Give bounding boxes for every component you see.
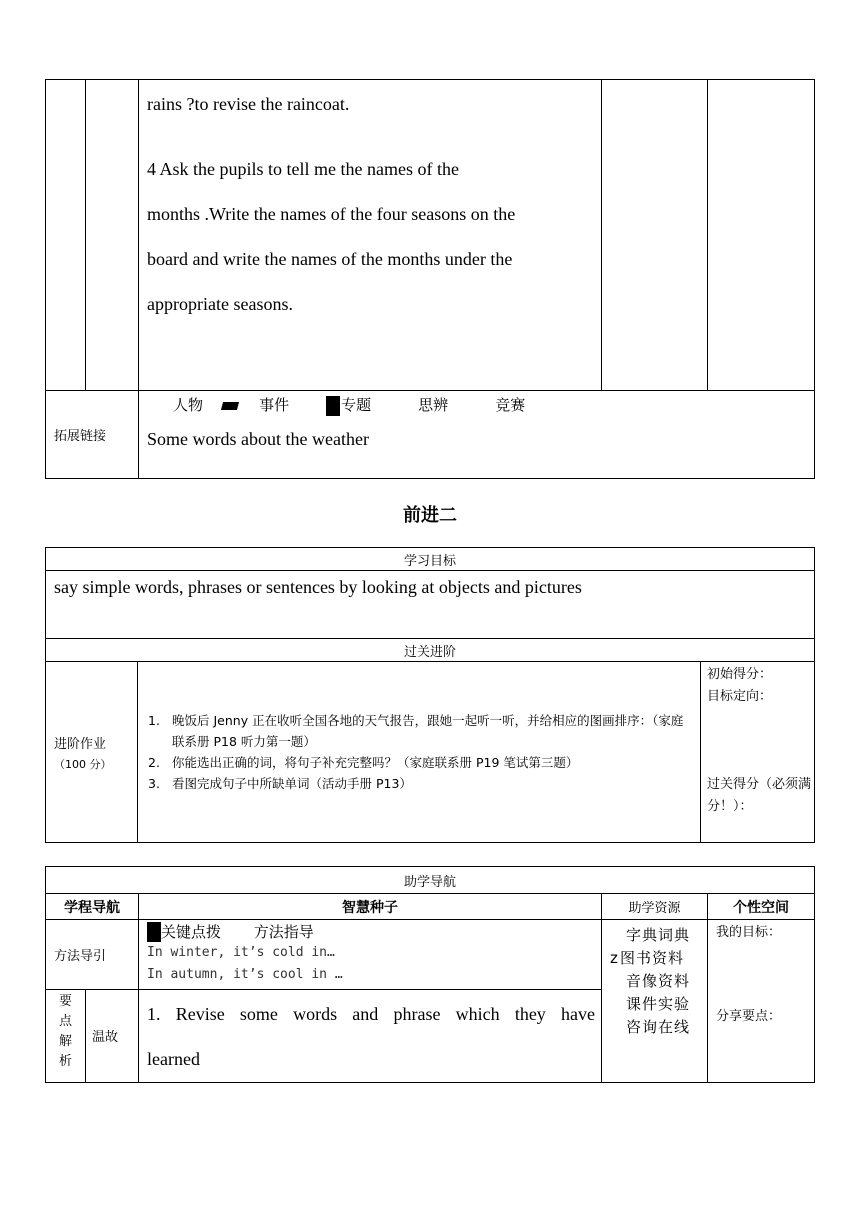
key-label-char: 要 xyxy=(58,994,72,1009)
section-title: 前进二 xyxy=(403,505,457,526)
extension-text: Some words about the weather xyxy=(147,429,369,449)
blank-cell xyxy=(46,80,86,391)
goals-header xyxy=(46,548,815,571)
personal-cell xyxy=(708,920,815,1083)
col-head-text: 学程导航 xyxy=(64,899,120,916)
activity-line: rains ?to revise the raincoat. xyxy=(147,94,350,114)
resource-item: 字典词典 xyxy=(626,926,691,944)
task-num: 1. xyxy=(148,713,160,728)
tag-people: 人物 xyxy=(173,396,204,414)
task-item xyxy=(148,773,694,794)
col-head-text: 个性空间 xyxy=(733,899,790,916)
extension-tags xyxy=(147,393,814,421)
task-text: 晚饭后 Jenny 正在收听全国各地的天气报告，跟她一起听一听，并给相应的图画排序：（家庭联系册 P18 听力第一题） xyxy=(172,713,684,749)
blank-cell xyxy=(86,80,139,391)
goal-cell xyxy=(46,571,815,639)
score-pass: 过关得分（必须满分！）： xyxy=(707,777,812,814)
progress-header-text: 过关进阶 xyxy=(403,644,456,660)
checkbox-icon xyxy=(147,922,161,942)
resource-item: 课件实验 xyxy=(626,995,691,1013)
tag-contest: 竞赛 xyxy=(495,396,526,414)
key-label-char: 解 xyxy=(58,1034,72,1049)
review-cell xyxy=(139,990,602,1083)
guide-header xyxy=(46,867,815,894)
guide-table xyxy=(45,866,815,1083)
col-head-resources xyxy=(602,894,708,920)
task-text: 你能选出正确的词，将句子补充完整吗？（家庭联系册 P19 笔试第三题） xyxy=(172,755,579,770)
goal-text: say simple words, phrases or sentences by looking at objects and pictures xyxy=(54,577,582,597)
activity-line: months .Write the names of the four seasons on the xyxy=(147,204,516,224)
key-label-char: 点 xyxy=(58,1014,72,1029)
col-head-text: 智慧种子 xyxy=(342,899,398,916)
extension-cell xyxy=(139,391,815,479)
resources-cell xyxy=(602,920,708,1083)
task-score: （100 分） xyxy=(54,757,112,771)
tag-topic: 专题 xyxy=(341,396,372,414)
activity-line: board and write the names of the months under the xyxy=(147,249,513,269)
method-label: 方法导引 xyxy=(54,948,107,964)
resource-prefix: z xyxy=(610,949,619,967)
key-label-cell xyxy=(46,990,86,1083)
tag-key-points: 关键点拨 xyxy=(161,923,222,941)
checkbox-icon xyxy=(326,396,340,416)
task-item xyxy=(148,752,694,773)
tag-debate: 思辨 xyxy=(418,396,449,414)
review-text: 1. Revise some words and phrase which they have learned xyxy=(147,1004,595,1069)
my-goal: 我的目标： xyxy=(716,925,782,940)
method-tags xyxy=(147,922,601,942)
method-line: In autumn, it’s cool in … xyxy=(147,967,343,982)
col-head-seeds xyxy=(139,894,602,920)
resource-item: z图书资料 xyxy=(610,947,707,970)
score-cell xyxy=(701,662,815,843)
tag-method: 方法指导 xyxy=(253,923,314,941)
progress-header xyxy=(46,639,815,662)
method-line: In winter, it’s cold in… xyxy=(147,945,335,960)
review-label: 温故 xyxy=(92,1030,119,1045)
score-initial: 初始得分： xyxy=(707,667,773,682)
share-points: 分享要点： xyxy=(716,1009,782,1024)
tag-event: 事件 xyxy=(259,396,290,414)
score-target: 目标定向： xyxy=(707,689,773,704)
blank-cell xyxy=(602,80,708,391)
key-label-char: 析 xyxy=(58,1054,72,1069)
method-label-cell xyxy=(46,920,139,990)
task-num: 3. xyxy=(148,776,160,791)
task-label-cell xyxy=(46,662,138,843)
extension-label: 拓展链接 xyxy=(54,428,107,444)
goals-header-text: 学习目标 xyxy=(403,553,456,569)
task-num: 2. xyxy=(148,755,160,770)
col-head-text: 助学资源 xyxy=(628,901,681,916)
activity-line: 4 Ask the pupils to tell me the names of the xyxy=(147,159,459,179)
resource-item: 音像资料 xyxy=(626,972,691,990)
col-head-personal xyxy=(708,894,815,920)
task-text: 看图完成句子中所缺单词（活动手册 P13） xyxy=(172,776,412,791)
extension-label-cell xyxy=(46,391,139,479)
activity-cell xyxy=(139,80,602,391)
task-label: 进阶作业 xyxy=(54,736,107,752)
col-head-process xyxy=(46,894,139,920)
activity-line: appropriate seasons. xyxy=(147,294,293,314)
resource-item: 咨询在线 xyxy=(626,1018,691,1036)
guide-header-text: 助学导航 xyxy=(404,874,457,890)
review-label-cell xyxy=(86,990,139,1083)
method-cell xyxy=(139,920,602,990)
goals-table xyxy=(45,547,815,843)
task-list-cell xyxy=(138,662,701,843)
lesson-plan-table xyxy=(45,79,815,479)
checkbox-icon xyxy=(221,402,239,410)
blank-cell xyxy=(708,80,815,391)
task-item xyxy=(148,710,694,752)
